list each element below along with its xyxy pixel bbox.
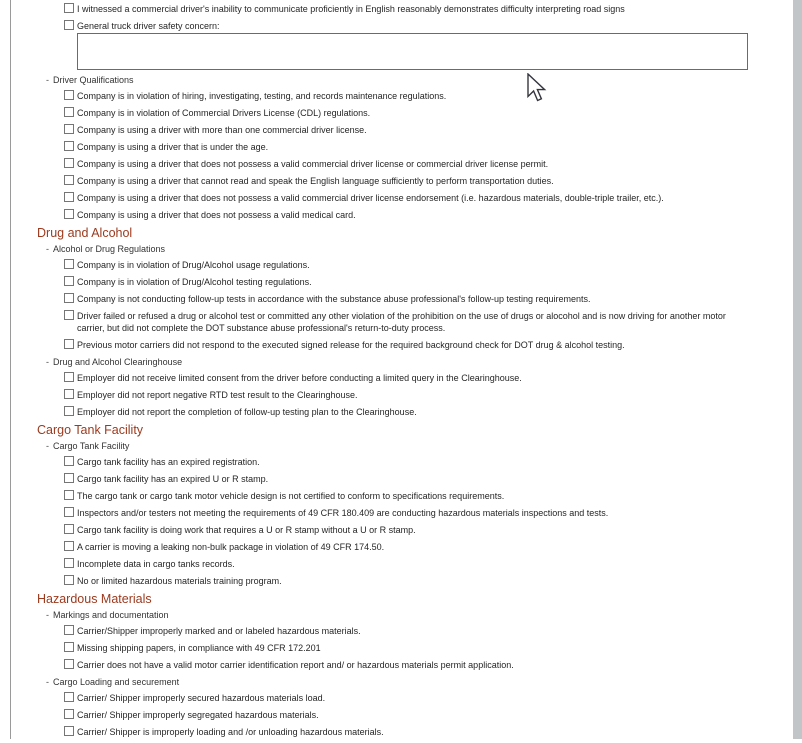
checkbox-label: Carrier/Shipper improperly marked and or labeled hazardous materials. [77,626,361,636]
checkbox-row [64,293,790,305]
group-label [46,243,790,255]
checkbox-row [64,175,790,187]
general-safety-concern-textarea[interactable] [77,33,748,70]
checkbox[interactable] [64,158,74,168]
checkbox[interactable] [64,389,74,399]
checkbox-row [64,90,790,102]
checkbox-label: Carrier/ Shipper improperly secured hazardous materials load. [77,693,326,703]
checkbox-row [64,507,790,519]
checkbox-row [64,20,790,32]
collapse-toggle-icon[interactable]: - [46,75,49,85]
checkbox-row [64,310,790,334]
section-heading: Cargo Tank Facility [37,423,144,437]
group-label-text: Alcohol or Drug Regulations [53,244,166,254]
checkbox[interactable] [64,90,74,100]
checkbox-label: Carrier/ Shipper is improperly loading and /or unloading hazardous materials. [77,727,384,737]
checkbox-label: Cargo tank facility has an expired U or R stamp. [77,474,269,484]
collapse-toggle-icon[interactable]: - [46,610,49,620]
group-label [46,676,790,688]
checkbox-label: Previous motor carriers did not respond to the executed signed release for the required background check for DOT drug & alcohol testing. [77,340,625,350]
checkbox[interactable] [64,625,74,635]
group-label-text: Markings and documentation [53,610,169,620]
checkbox[interactable] [64,575,74,585]
checkbox-label: I witnessed a commercial driver's inability to communicate proficiently in English reasonably demonstrates difficulty interpreting road signs [77,4,625,14]
checkbox[interactable] [64,642,74,652]
checkbox-label: Carrier does not have a valid motor carrier identification report and/ or hazardous materials permit application. [77,660,514,670]
checkbox-label: Employer did not report negative RTD test result to the Clearinghouse. [77,390,358,400]
checkbox-label: Company is using a driver with more than one commercial driver license. [77,125,367,135]
checkbox-row [64,276,790,288]
checkbox[interactable] [64,456,74,466]
vertical-scrollbar[interactable] [792,0,802,739]
checkbox[interactable] [64,372,74,382]
checkbox-row [64,406,790,418]
checkbox-label: Company is using a driver that does not possess a valid commercial driver license or commercial driver license permit. [77,159,549,169]
checkbox-label: Employer did not report the completion of follow-up testing plan to the Clearinghouse. [77,407,417,417]
checkbox-label: Missing shipping papers, in compliance with 49 CFR 172.201 [77,643,321,653]
checkbox[interactable] [64,726,74,736]
checkbox-row [64,524,790,536]
checkbox-label: Cargo tank facility is doing work that requires a U or R stamp without a U or R stamp. [77,525,416,535]
group-label [46,74,790,86]
checkbox-row [64,709,790,721]
checkbox[interactable] [64,175,74,185]
checkbox-label: Carrier/ Shipper improperly segregated hazardous materials. [77,710,319,720]
checkbox[interactable] [64,659,74,669]
checkbox-label: Company is in violation of Commercial Drivers License (CDL) regulations. [77,108,371,118]
checkbox-label: No or limited hazardous materials training program. [77,576,282,586]
checkbox-row [64,659,790,671]
checkbox-row [64,456,790,468]
checkbox[interactable] [64,541,74,551]
checkbox[interactable] [64,276,74,286]
group-label [46,440,790,452]
checkbox[interactable] [64,310,74,320]
checkbox-row [64,726,790,738]
checkbox-row [64,575,790,587]
checkbox[interactable] [64,406,74,416]
checkbox-row [64,541,790,553]
checkbox-label: Company is using a driver that does not possess a valid commercial driver license endorsement (i.e. hazardous materials, double-triple trailer, etc.). [77,193,664,203]
checkbox[interactable] [64,141,74,151]
checkbox-row [64,339,790,351]
checkbox-row [64,389,790,401]
checkbox-row [64,124,790,136]
checkbox-label: Inspectors and/or testers not meeting the requirements of 49 CFR 180.409 are conducting hazardous materials inspections and tests. [77,508,609,518]
checkbox-label: Company is in violation of hiring, investigating, testing, and records maintenance regulations. [77,91,447,101]
checkbox[interactable] [64,692,74,702]
section-heading: Drug and Alcohol [37,226,133,240]
checkbox[interactable] [64,20,74,30]
checkbox-label: Company is in violation of Drug/Alcohol testing regulations. [77,277,312,287]
checkbox-label: Incomplete data in cargo tanks records. [77,559,235,569]
checkbox[interactable] [64,709,74,719]
checkbox-row [64,473,790,485]
checkbox[interactable] [64,259,74,269]
checkbox-label: Company is using a driver that cannot read and speak the English language sufficiently to perform transportation duties. [77,176,554,186]
checkbox-row [64,259,790,271]
group-label-text: Drug and Alcohol Clearinghouse [53,357,183,367]
collapse-toggle-icon[interactable]: - [46,677,49,687]
checkbox[interactable] [64,490,74,500]
group-label-text: Cargo Loading and securement [53,677,180,687]
group-label-text: Driver Qualifications [53,75,134,85]
checkbox-label: The cargo tank or cargo tank motor vehicle design is not certified to conform to specifications requirements. [77,491,505,501]
checkbox-label: Company is using a driver that is under the age. [77,142,269,152]
checkbox-row [64,209,790,221]
checkbox[interactable] [64,524,74,534]
checkbox[interactable] [64,558,74,568]
checkbox-row [64,558,790,570]
checkbox-row [64,3,790,15]
checkbox[interactable] [64,3,74,13]
checkbox-row [64,490,790,502]
checkbox[interactable] [64,473,74,483]
group-label-text: Cargo Tank Facility [53,441,130,451]
sections-container [0,74,790,738]
collapse-toggle-icon[interactable]: - [46,441,49,451]
checkbox-row [64,158,790,170]
checkbox-label: Employer did not receive limited consent from the driver before conducting a limited query in the Clearinghouse. [77,373,522,383]
checkbox-row [64,141,790,153]
checkbox[interactable] [64,107,74,117]
checkbox-row [64,692,790,704]
group-label [46,609,790,621]
checkbox-label: General truck driver safety concern: [77,21,220,31]
checkbox[interactable] [64,124,74,134]
checkbox-label: Cargo tank facility has an expired registration. [77,457,260,467]
checkbox-row [64,625,790,637]
checkbox-label: Company is not conducting follow-up tests in accordance with the substance abuse professional's follow-up testing requirements. [77,294,591,304]
checkbox-label: A carrier is moving a leaking non-bulk package in violation of 49 CFR 174.50. [77,542,385,552]
checkbox[interactable] [64,293,74,303]
group-label [46,356,790,368]
checkbox-label: Driver failed or refused a drug or alcohol test or committed any other violation of the prohibition on the use of drugs or alocohol and is now driving for another motor carrier, but did not complete the DOT substance abuse professional's return-to-duty process. [77,311,726,333]
collapse-toggle-icon[interactable]: - [46,357,49,367]
top-checkbox-group [0,3,790,32]
checkbox-row [64,372,790,384]
checkbox[interactable] [64,507,74,517]
checkbox-label: Company is using a driver that does not possess a valid medical card. [77,210,356,220]
checkbox-row [64,107,790,119]
checkbox-label: Company is in violation of Drug/Alcohol usage regulations. [77,260,310,270]
checkbox[interactable] [64,192,74,202]
checkbox[interactable] [64,339,74,349]
checkbox[interactable] [64,209,74,219]
checkbox-row [64,192,790,204]
section-heading: Hazardous Materials [37,592,152,606]
checkbox-row [64,642,790,654]
collapse-toggle-icon[interactable]: - [46,244,49,254]
